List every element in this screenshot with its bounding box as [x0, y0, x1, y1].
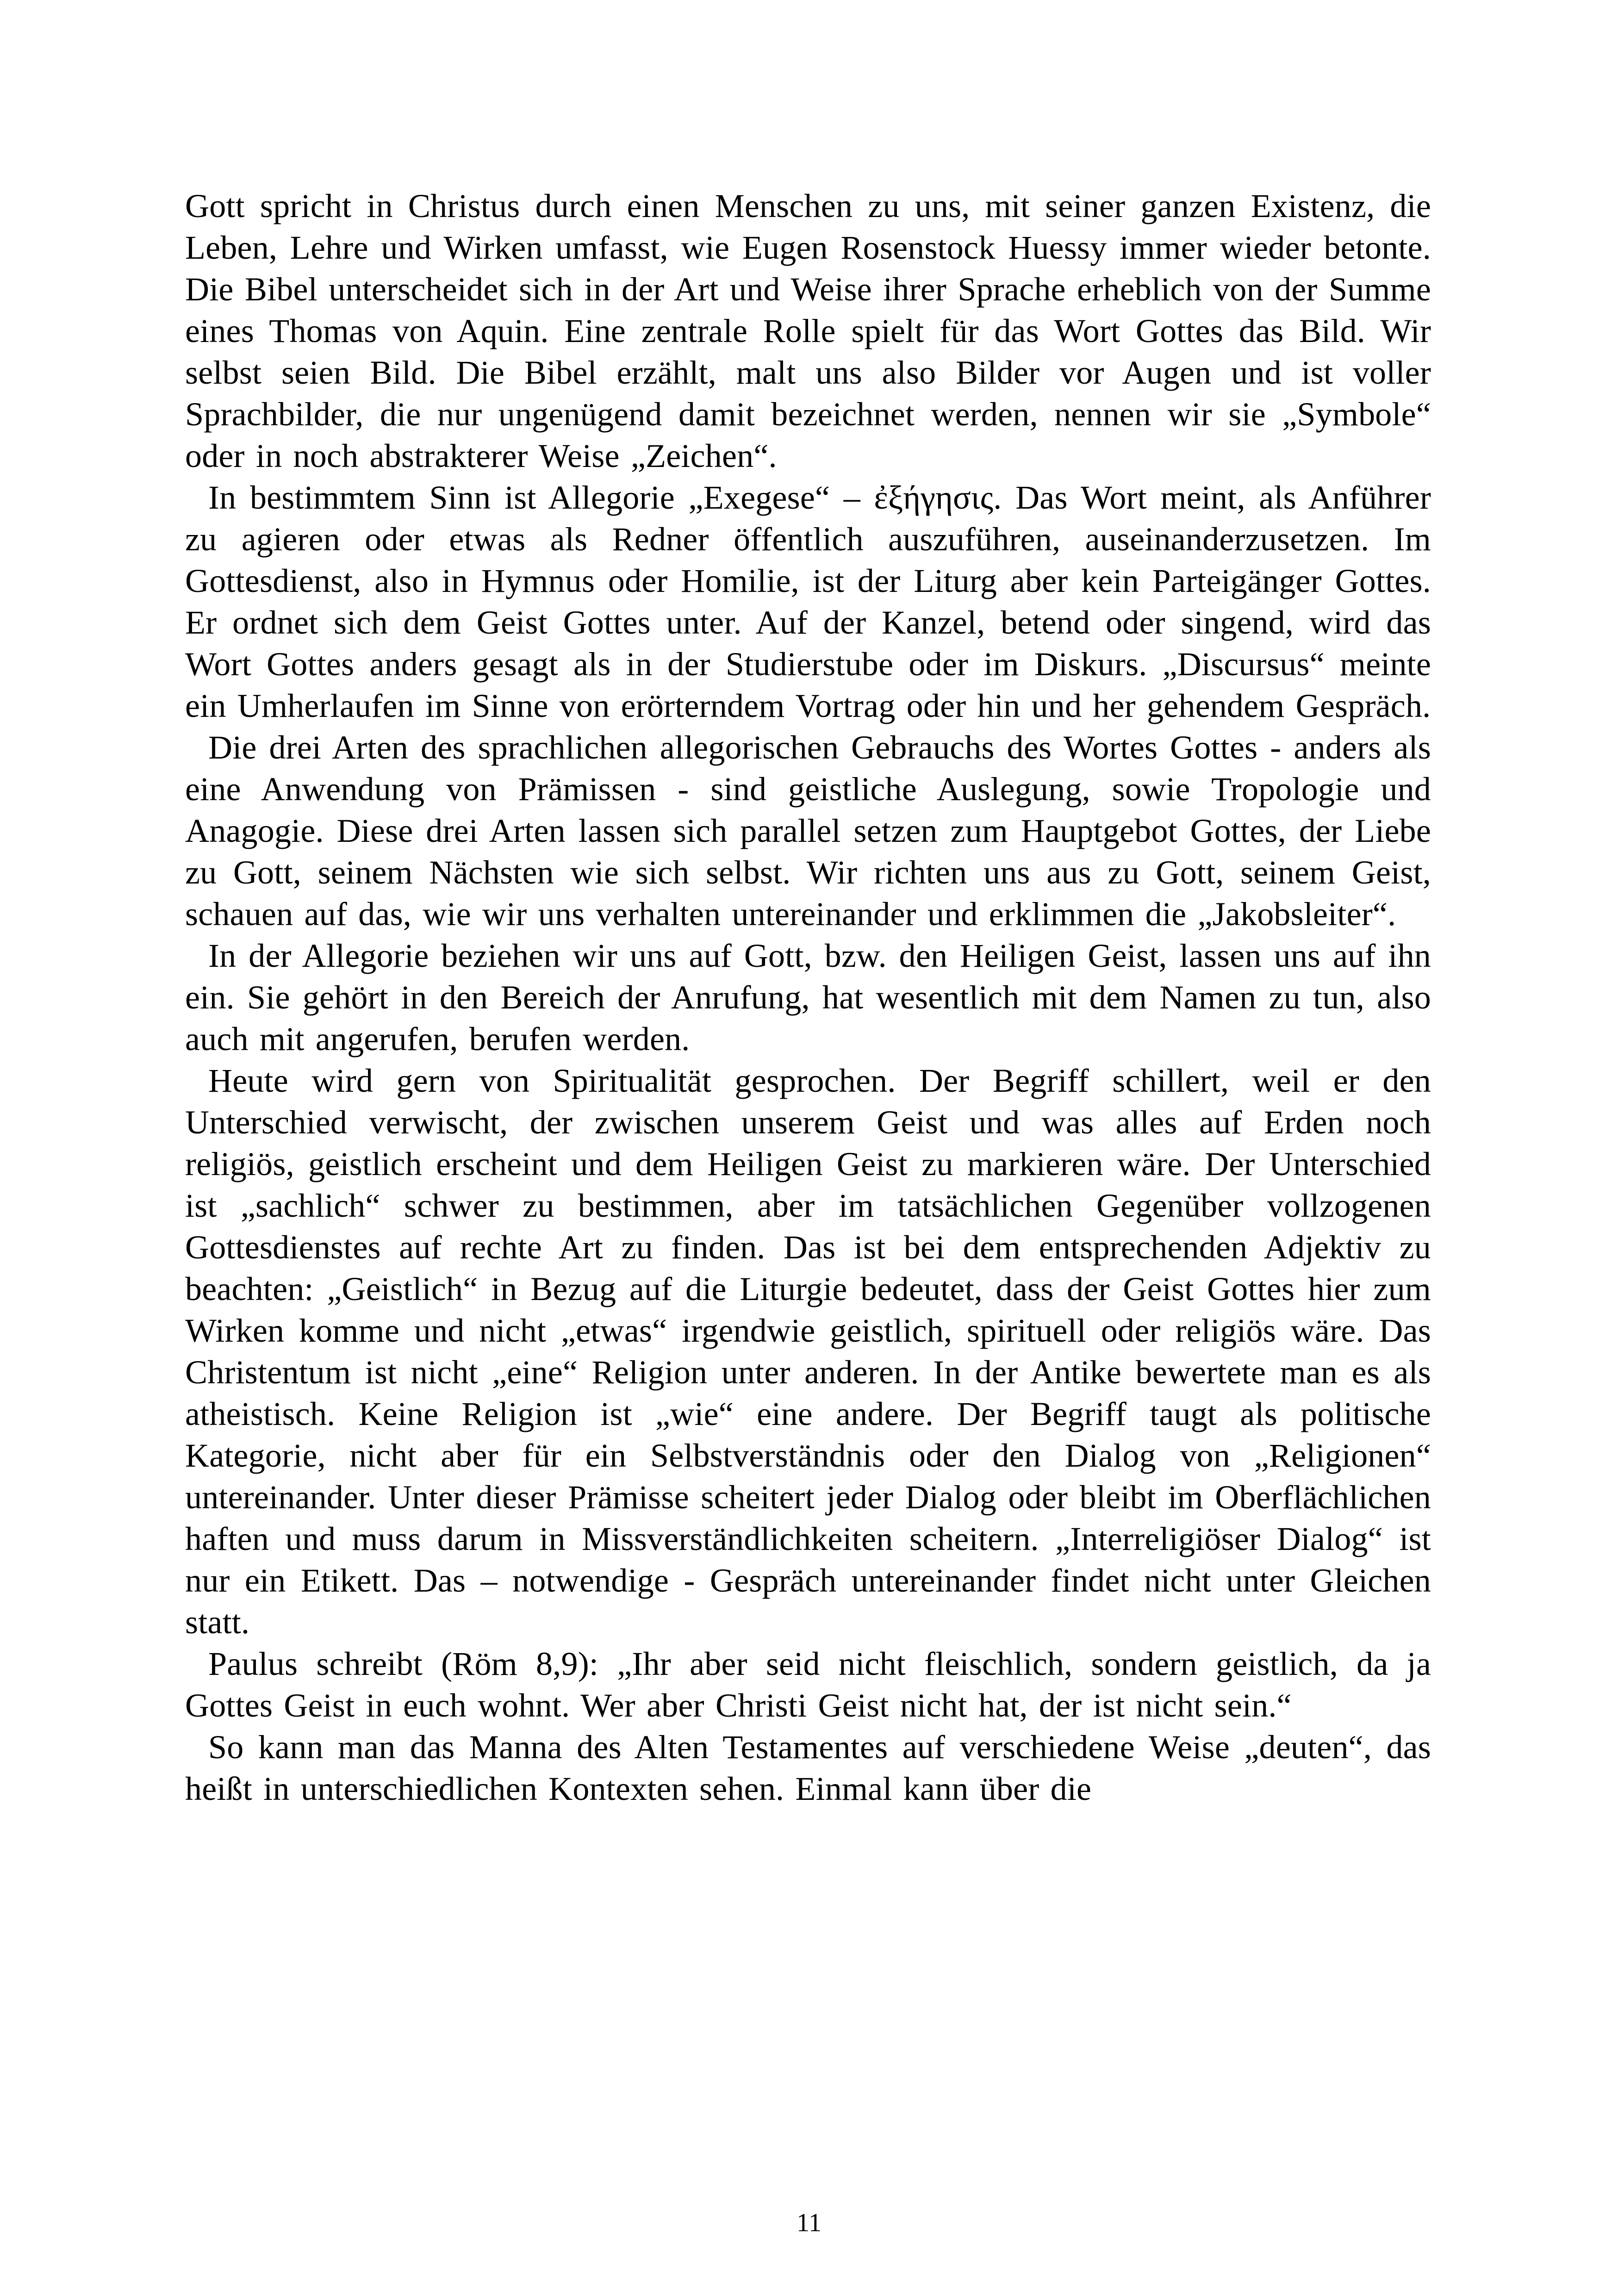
page-footer — [0, 2210, 1618, 2236]
paragraph: So kann man das Manna des Alten Testamentes auf verschiedene Weise „deuten“, das heißt in unterschiedlichen Kontexten sehen. Einmal kann über die — [185, 1729, 1431, 1807]
paragraph: Paulus schreibt (Röm 8,9): „Ihr aber seid nicht fleischlich, sondern geistlich, da ja Gottes Geist in euch wohnt. Wer aber Christi Geist nicht hat, der ist nicht sein.“ — [185, 1645, 1431, 1724]
page-body-text — [185, 185, 1431, 1810]
paragraph: Die drei Arten des sprachlichen allegorischen Gebrauchs des Wortes Gottes - anders als eine Anwendung von Prämissen - sind geistliche Auslegung, sowie Tropologie und Anagogie. Diese drei Arten lassen sich parallel setzen zum Hauptgebot Gottes, der Liebe zu Gott, seinem Nächsten wie sich selbst. Wir richten uns aus zu Gott, seinem Geist, schauen auf das, wie wir uns verhalten untereinander und erklimmen die „Jakobsleiter“. — [185, 729, 1431, 933]
paragraph: In bestimmtem Sinn ist Allegorie „Exegese“ – ἐξήγησις. Das Wort meint, als Anführer zu agieren oder etwas als Redner öffentlich auszuführen, auseinanderzusetzen. Im Gottesdienst, also in Hymnus oder Homilie, ist der Liturg aber kein Parteigänger Gottes. Er ordnet sich dem Geist Gottes unter. Auf der Kanzel, betend oder singend, wird das Wort Gottes anders gesagt als in der Studierstube oder im Diskurs. „Discursus“ meinte ein Umherlaufen im Sinne von erörterndem Vortrag oder hin und her gehendem Gespräch. — [185, 479, 1431, 724]
paragraph: Gott spricht in Christus durch einen Menschen zu uns, mit seiner ganzen Existenz, die Leben, Lehre und Wirken umfasst, wie Eugen Rosenstock Huessy immer wieder betonte. Die Bibel unterscheidet sich in der Art und Weise ihrer Sprache erheblich von der Summe eines Thomas von Aquin. Eine zentrale Rolle spielt für das Wort Gottes das Bild. Wir selbst seien Bild. Die Bibel erzählt, malt uns also Bilder vor Augen und ist voller Sprachbilder, die nur ungenügend damit bezeichnet werden, nennen wir sie „Symbole“ oder in noch abstrakterer Weise „Zeichen“. — [185, 187, 1431, 474]
paragraph: In der Allegorie beziehen wir uns auf Gott, bzw. den Heiligen Geist, lassen uns auf ihn ein. Sie gehört in den Bereich der Anrufung, hat wesentlich mit dem Namen zu tun, also auch mit angerufen, berufen werden. — [185, 937, 1431, 1058]
paragraph: Heute wird gern von Spiritualität gesprochen. Der Begriff schillert, weil er den Unterschied verwischt, der zwischen unserem Geist und was alles auf Erden noch religiös, geistlich erscheint und dem Heiligen Geist zu markieren wäre. Der Unterschied ist „sachlich“ schwer zu bestimmen, aber im tatsächlichen Gegenüber vollzogenen Gottesdienstes auf rechte Art zu finden. Das ist bei dem entsprechenden Adjektiv zu beachten: „Geistlich“ in Bezug auf die Liturgie bedeutet, dass der Geist Gottes hier zum Wirken komme und nicht „etwas“ irgendwie geistlich, spirituell oder religiös wäre. Das Christentum ist nicht „eine“ Religion unter anderen. In der Antike bewertete man es als atheistisch. Keine Religion ist „wie“ eine andere. Der Begriff taugt als politische Kategorie, nicht aber für ein Selbstverständnis oder den Dialog von „Religionen“ untereinander. Unter dieser Prämisse scheitert jeder Dialog oder bleibt im Oberflächlichen haften und muss darum in Missverständlichkeiten scheitern. „Interreligiöser Dialog“ ist nur ein Etikett. Das – notwendige - Gespräch untereinander findet nicht unter Gleichen statt. — [185, 1062, 1431, 1641]
page-number: 11 — [797, 2209, 821, 2237]
